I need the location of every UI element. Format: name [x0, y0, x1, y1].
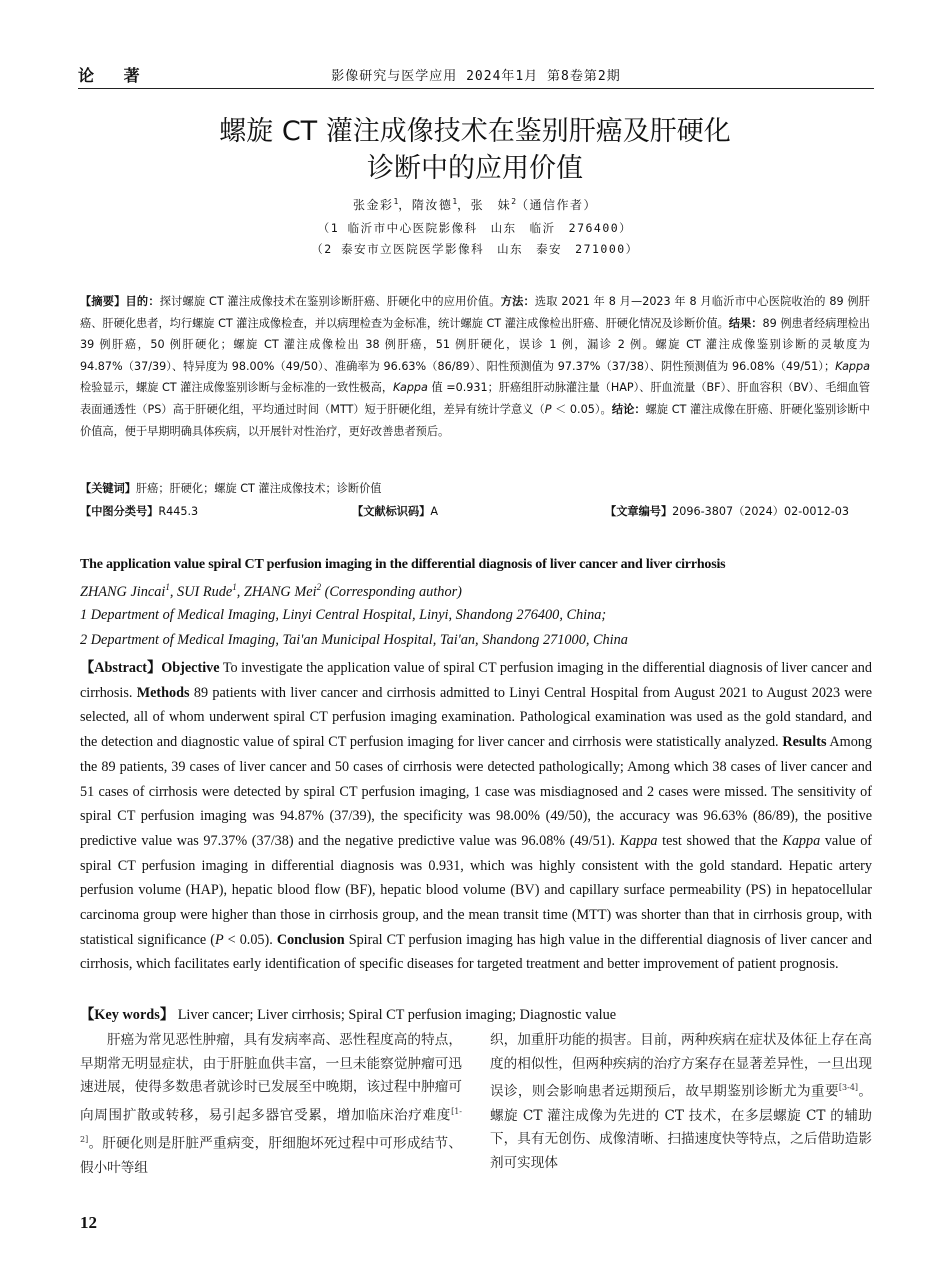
author-separator: ，: [398, 198, 412, 212]
author-affiliation-mark: 1: [393, 197, 399, 206]
document-code: [352, 502, 438, 522]
author-affiliation-mark: 2: [511, 197, 517, 206]
english-keywords: [80, 1004, 872, 1024]
kappa-term: Kappa: [782, 832, 821, 849]
results-text: 值 =0.931；肝癌组肝动脉灌注量（HAP）、肝血流量（BF）、肝血容积（BV）、毛细血管表面通透性（PS）高于肝硬化组，平均通过时间（MTT）短于肝硬化组，差异有统计学意义（: [80, 381, 871, 416]
results-label: Results: [782, 734, 827, 751]
classification-line: [80, 502, 870, 522]
results-text: value of spiral CT perfusion imaging in differential diagnosis was 0.931, which was highly consistent with the gold standard. Hepatic artery perfusion volume (HAP), hepatic blood flow (BF), hepatic blood volume (BV) and capillary surface permeability (PS) in hepatocellular carcinoma group were higher than those in cirrhosis group, and the mean transit time (MTT) was shorter than that in cirrhosis group, with statistical significance (: [80, 832, 873, 948]
author-name: , SUI Rude: [169, 583, 233, 600]
author-name: 张 妹: [470, 198, 512, 212]
kappa-term: Kappa: [835, 359, 870, 373]
abstract-label: 【摘要】: [80, 295, 126, 308]
body-column-right: [490, 1029, 872, 1176]
objective-label: Objective: [161, 660, 220, 676]
english-abstract: [80, 656, 872, 977]
article-number-value: 2096-3807（2024）02-0012-03: [672, 505, 849, 518]
author-separator: ，: [457, 198, 471, 212]
author-line: [0, 196, 950, 213]
article-number-label: 【文章编号】: [605, 505, 673, 518]
keywords-text: Liver cancer; Liver cirrhosis; Spiral CT perfusion imaging; Diagnostic value: [174, 1007, 617, 1023]
author-affiliation-mark: 1: [232, 582, 237, 592]
objective-label: 目的：: [125, 295, 160, 308]
conclusion-text: 螺旋 CT 灌注成像在肝癌、肝硬化鉴别诊断中价值高，便于早期明确具体疾病，以开展针对性治疗，更好改善患者预后。: [80, 402, 870, 438]
running-header: [78, 60, 874, 89]
methods-text: 89 patients with liver cancer and cirrhosis admitted to Linyi Central Hospital from August 2021 to August 2023 were selected, all of whom underwent spiral CT perfusion imaging examination. Pathological examination was used as the gold standard, and the detection and diagnostic value of spiral CT perfusion imaging for liver cancer and cirrhosis were statistically analyzed.: [80, 684, 872, 751]
results-text: 89 例患者经病理检出 39 例肝癌，50 例肝硬化；螺旋 CT 灌注成像检出 38 例肝癌，51 例肝硬化，误诊 1 例，漏诊 2 例。螺旋 CT 灌注成像鉴别诊断的灵敏度为 94.87%（37/39）、特异度为 98.00%（49/50）、准确率为 96.63%（86/89）、阳性预测值为 97.37%（37/38）、阴性预测值为 96.08%（49/51）；: [80, 316, 870, 373]
author-affiliation-mark: 1: [452, 197, 458, 206]
journal-info: 影像研究与医学应用 2024年1月 第8卷第2期: [331, 69, 621, 84]
results-text: 检验显示，螺旋 CT 灌注成像鉴别诊断与金标准的一致性极高，: [80, 381, 394, 395]
document-code-value: A: [430, 505, 438, 518]
author-name: 张金彩: [352, 198, 394, 212]
article-title-line-1: 螺旋 CT 灌注成像技术在鉴别肝癌及肝硬化: [219, 116, 731, 147]
conclusion-text: Spiral CT perfusion imaging has high value in the differential diagnosis of liver cancer and cirrhosis, which facilitates early identification of specific diseases for targeted treatment and better improvement of patient prognosis.: [80, 931, 872, 973]
body-text: 肝癌为常见恶性肿瘤，具有发病率高、恶性程度高的特点，早期常无明显症状，由于肝脏血供丰富，一旦未能察觉肿瘤可迅速进展，使得多数患者就诊时已发展至中晚期，该过程中肿瘤可向周围扩散或转移，易引起多器官受累，增加临床治疗难度: [80, 1032, 462, 1124]
section-label: 论 著: [78, 66, 152, 85]
author-affiliation-mark: 1: [165, 582, 170, 592]
body-column-left: [80, 1029, 462, 1180]
chinese-keywords: [80, 479, 870, 499]
conclusion-label: Conclusion: [276, 931, 345, 948]
clc-value: R445.3: [158, 505, 199, 518]
chinese-abstract: [80, 291, 870, 442]
keywords-text: 肝癌；肝硬化；螺旋 CT 灌注成像技术；诊断价值: [135, 482, 382, 495]
objective-text: To investigate the application value of spiral CT perfusion imaging in the differential diagnosis of liver cancer and cirrhosis.: [80, 660, 872, 701]
author-name: , ZHANG Mei: [236, 583, 317, 600]
keywords-label: 【Key words】: [80, 1007, 175, 1023]
article-number: [605, 502, 849, 522]
results-text: ＜ 0.05）。: [551, 402, 612, 416]
results-text: Among the 89 patients, 39 cases of liver cancer and 50 cases of cirrhosis were detected pathologically; Among which 38 cases of liver cancer and 51 cases of cirrhosis were detected by spiral CT perfusion imaging, 1 case was misdiagnosed and 2 cases were missed. The sensitivity of spiral CT perfusion imaging was 94.87% (37/39), the specificity was 98.00% (49/50), the accuracy was 96.63% (86/89), the positive predictive value was 97.37% (37/38) and the negative predictive value was 96.08% (49/51).: [80, 734, 872, 849]
methods-text: 选取 2021 年 8 月—2023 年 8 月临沂市中心医院收治的 89 例肝癌、肝硬化患者，均行螺旋 CT 灌注成像检查，并以病理检查为金标准，统计螺旋 CT 灌注成像检出肝癌、肝硬化情况及诊断价值。: [80, 295, 870, 330]
results-text: test showed that the: [657, 832, 783, 849]
body-text: 。肝硬化则是肝脏严重病变，肝细胞坏死过程中可形成结节、假小叶等组: [80, 1135, 462, 1176]
english-authors: [80, 582, 872, 601]
conclusion-label: 结论：: [611, 402, 646, 416]
keywords-label: 【关键词】: [80, 482, 136, 495]
kappa-term: Kappa: [619, 832, 658, 849]
clc-number: [80, 502, 198, 522]
corresponding-author-note: (Corresponding author): [321, 583, 462, 600]
kappa-term: Kappa: [393, 381, 428, 395]
affiliation-1: （1 临沂市中心医院影像科 山东 临沂 276400）: [317, 221, 633, 235]
methods-label: Methods: [136, 684, 190, 701]
english-affiliation-1: 1 Department of Medical Imaging, Linyi Central Hospital, Linyi, Shandong 276400, China;: [80, 607, 607, 623]
english-title: The application value spiral CT perfusion imaging in the differential diagnosis of liver cancer and liver cirrhosis: [80, 557, 726, 572]
methods-label: 方法：: [500, 295, 535, 308]
affiliation-2: （2 泰安市立医院医学影像科 山东 泰安 271000）: [311, 242, 639, 256]
corresponding-author-note: （通信作者）: [516, 198, 598, 212]
citation-ref: [1-2]: [80, 1107, 462, 1145]
p-value-term: P: [214, 931, 224, 948]
english-affiliation-2: 2 Department of Medical Imaging, Tai'an Municipal Hospital, Tai'an, Shandong 271000, China: [80, 632, 628, 648]
document-code-label: 【文献标识码】: [352, 505, 431, 518]
objective-text: 探讨螺旋 CT 灌注成像技术在鉴别诊断肝癌、肝硬化中的应用价值。: [159, 295, 501, 308]
author-name: ZHANG Jincai: [80, 583, 166, 600]
clc-label: 【中图分类号】: [80, 505, 159, 518]
body-text: 织，加重肝功能的损害。目前，两种疾病在症状及体征上存在高度的相似性，但两种疾病的治疗方案存在显著差异性，一旦出现误诊，则会影响患者远期预后，故早期鉴别诊断尤为重要: [490, 1032, 872, 1100]
author-affiliation-mark: 2: [316, 582, 322, 592]
author-name: 隋汝德: [411, 198, 453, 212]
p-value-term: P: [544, 402, 552, 416]
results-label: 结果：: [728, 316, 763, 330]
page-number: 12: [80, 1213, 97, 1232]
body-text: 。螺旋 CT 灌注成像为先进的 CT 技术，在多层螺旋 CT 的辅助下，具有无创伤、成像清晰、扫描速度快等特点，之后借助造影剂可实现体: [490, 1083, 873, 1172]
results-text: < 0.05).: [223, 931, 277, 948]
abstract-label: 【Abstract】: [80, 660, 162, 676]
article-title-line-2: 诊断中的应用价值: [367, 153, 583, 184]
citation-ref: [3-4]: [838, 1083, 859, 1093]
